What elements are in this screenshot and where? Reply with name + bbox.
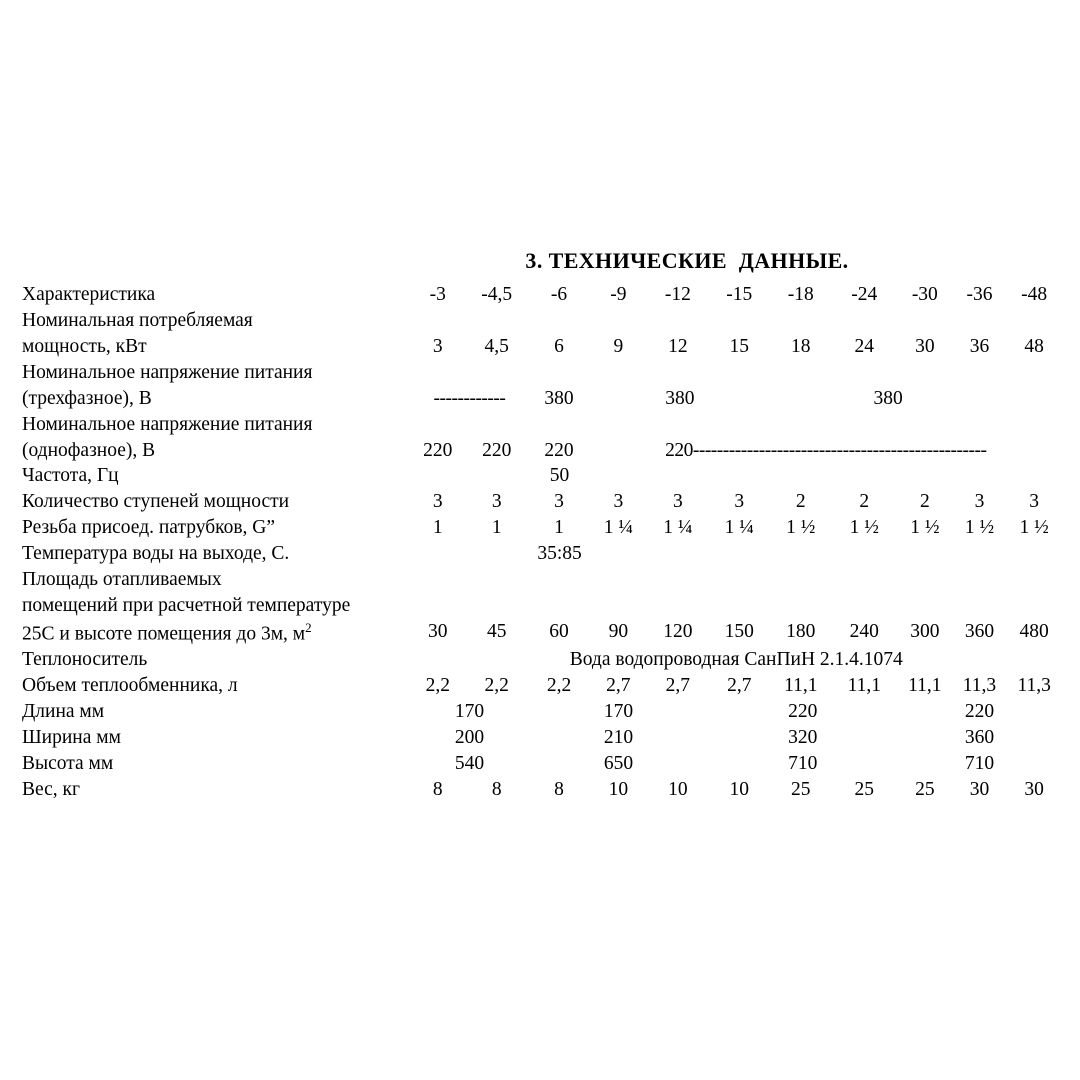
steps-value: 2	[919, 491, 930, 513]
power-value: 15	[729, 335, 750, 357]
length-value: 220	[964, 701, 995, 723]
area-value: 30	[428, 620, 448, 642]
thread-value: 1 ½	[849, 517, 879, 539]
row-label-area-line3	[22, 619, 411, 647]
weight-value: 25	[791, 779, 811, 801]
table-row-water-temp	[22, 541, 1062, 567]
table-row-power-label	[22, 308, 1062, 334]
row-label-power-line2: мощность, кВт	[22, 335, 147, 357]
power-value: 4,5	[484, 335, 509, 357]
height-value: 710	[964, 753, 995, 775]
length-value: 170	[603, 701, 634, 723]
voltage1-value: 220	[423, 439, 453, 461]
area-value: 60	[549, 620, 569, 642]
volume-value: 2,7	[606, 675, 631, 697]
model-code: -12	[664, 284, 691, 305]
row-label-area-text: 25С и высоте помещения до 3м, м	[22, 623, 306, 645]
frequency-value: 50	[549, 465, 570, 487]
model-code: -3	[429, 284, 446, 305]
weight-value: 8	[432, 779, 443, 801]
power-value: 12	[668, 335, 688, 357]
table-row-coolant	[22, 647, 1062, 673]
technical-data-table	[22, 282, 1062, 803]
thread-value: 1 ¼	[724, 517, 754, 539]
volume-value: 2,7	[665, 675, 691, 697]
table-row-area	[22, 619, 1062, 647]
table-row-weight	[22, 777, 1062, 803]
table-row-thread	[22, 515, 1062, 541]
volume-value: 11,1	[908, 675, 942, 697]
section-title: 3. ТЕХНИЧЕСКИЕ ДАННЫЕ.	[525, 248, 849, 273]
voltage3-value: 380	[544, 387, 574, 409]
row-label-area-superscript: 2	[305, 619, 312, 635]
steps-value: 2	[859, 491, 870, 513]
weight-value: 30	[969, 779, 990, 801]
voltage1-value: 220	[482, 439, 512, 461]
steps-value: 3	[491, 491, 502, 513]
weight-value: 10	[668, 779, 688, 801]
table-row-length	[22, 699, 1062, 725]
row-label-power-line1: Номинальная потребляемая	[22, 309, 253, 331]
area-value: 300	[910, 620, 940, 642]
model-code: -4,5	[481, 284, 513, 305]
table-row-area-label2	[22, 593, 1062, 619]
length-value: 170	[454, 701, 485, 723]
steps-value: 3	[432, 491, 443, 513]
model-code: -18	[787, 284, 814, 305]
row-label-voltage1-line1: Номинальное напряжение питания	[22, 413, 313, 435]
row-label-length: Длина мм	[22, 701, 105, 723]
row-label-characteristic: Характеристика	[22, 284, 156, 305]
volume-value: 2,7	[727, 675, 752, 697]
model-code: -6	[550, 284, 568, 305]
row-label-voltage3-line2: (трехфазное), В	[22, 387, 152, 409]
width-value: 320	[788, 727, 818, 749]
area-value: 180	[786, 620, 816, 642]
row-label-voltage1-line2: (однофазное), В	[22, 439, 156, 461]
model-code: -9	[610, 284, 627, 305]
weight-value: 8	[554, 779, 564, 801]
row-label-height: Высота мм	[22, 753, 114, 775]
steps-value: 3	[1029, 491, 1040, 513]
power-value: 18	[791, 335, 811, 357]
row-label-frequency: Частота, Гц	[22, 465, 119, 487]
weight-value: 8	[491, 779, 502, 801]
volume-value: 11,1	[784, 675, 818, 697]
row-label-volume: Объем теплообменника, л	[22, 675, 238, 697]
power-value: 36	[969, 335, 990, 357]
length-value: 220	[788, 701, 818, 723]
table-row-voltage1	[22, 438, 1062, 464]
voltage3-dash: ------------	[433, 387, 506, 409]
thread-value: 1	[554, 517, 564, 539]
table-row-voltage3	[22, 386, 1062, 412]
width-value: 210	[603, 727, 634, 749]
technical-data-section	[22, 248, 1062, 803]
thread-value: 1 ½	[910, 517, 940, 539]
thread-value: 1 ¼	[663, 517, 693, 539]
volume-value: 2,2	[484, 675, 509, 697]
height-value: 650	[603, 753, 634, 775]
model-code: -36	[966, 284, 993, 305]
model-code: -15	[726, 284, 753, 305]
volume-value: 11,3	[1017, 675, 1051, 697]
power-value: 24	[854, 335, 875, 357]
power-value: 3	[432, 335, 443, 357]
model-code: -30	[911, 284, 938, 305]
thread-value: 1 ½	[1019, 517, 1049, 539]
table-row-frequency	[22, 463, 1062, 489]
thread-value: 1 ½	[786, 517, 816, 539]
row-label-thread: Резьба присоед. патрубков, G”	[22, 517, 276, 539]
thread-value: 1	[491, 517, 502, 539]
height-value: 710	[788, 753, 818, 775]
steps-value: 3	[974, 491, 985, 513]
row-label-area-line1: Площадь отапливаемых	[22, 569, 222, 591]
power-value: 48	[1024, 335, 1044, 357]
weight-value: 30	[1024, 779, 1044, 801]
area-value: 120	[663, 620, 693, 642]
voltage3-value: 380	[665, 387, 695, 409]
volume-value: 11,1	[847, 675, 881, 697]
row-label-coolant: Теплоноситель	[22, 649, 148, 671]
water-temp-value: 35:85	[537, 543, 582, 565]
row-label-voltage3-line1: Номинальное напряжение питания	[22, 361, 313, 383]
steps-value: 3	[734, 491, 745, 513]
power-value: 9	[613, 335, 624, 357]
area-value: 360	[964, 620, 995, 642]
weight-value: 10	[729, 779, 750, 801]
table-row-voltage3-label	[22, 360, 1062, 386]
steps-value: 3	[613, 491, 624, 513]
thread-value: 1	[432, 517, 443, 539]
area-value: 480	[1019, 620, 1049, 642]
row-label-power-steps: Количество ступеней мощности	[22, 491, 290, 513]
area-value: 90	[608, 620, 629, 642]
voltage3-value: 380	[873, 387, 903, 409]
table-row-volume	[22, 673, 1062, 699]
thread-value: 1 ¼	[603, 517, 633, 539]
voltage1-value-extended: 220-------------------------------------------------	[665, 439, 987, 461]
area-value: 150	[724, 620, 754, 642]
weight-value: 25	[854, 779, 875, 801]
table-row-area-label1	[22, 567, 1062, 593]
table-row-power-steps	[22, 489, 1062, 515]
weight-value: 25	[915, 779, 935, 801]
steps-value: 3	[672, 491, 683, 513]
volume-value: 2,2	[546, 675, 572, 697]
power-value: 6	[554, 335, 564, 357]
row-label-width: Ширина мм	[22, 727, 121, 749]
model-code: -48	[1021, 284, 1048, 305]
row-label-area-line2: помещений при расчетной температуре	[22, 595, 351, 617]
weight-value: 10	[608, 779, 629, 801]
table-row-models	[22, 282, 1062, 308]
row-label-weight: Вес, кг	[22, 779, 81, 801]
voltage1-value: 220	[544, 439, 574, 461]
area-value: 240	[849, 620, 879, 642]
power-value: 30	[915, 335, 935, 357]
width-value: 200	[454, 727, 485, 749]
height-value: 540	[454, 753, 485, 775]
coolant-value: Вода водопроводная СанПиН 2.1.4.1074	[569, 649, 903, 671]
row-label-water-temp: Температура воды на выходе, С.	[22, 543, 290, 565]
volume-value: 11,3	[962, 675, 997, 697]
width-value: 360	[964, 727, 995, 749]
thread-value: 1 ½	[964, 517, 995, 539]
steps-value: 3	[554, 491, 564, 513]
area-value: 45	[486, 620, 507, 642]
volume-value: 2,2	[425, 675, 450, 697]
table-row-voltage1-label	[22, 412, 1062, 438]
table-row-height	[22, 751, 1062, 777]
model-code: -24	[851, 284, 878, 305]
table-row-width	[22, 725, 1062, 751]
steps-value: 2	[795, 491, 806, 513]
table-row-power	[22, 334, 1062, 360]
